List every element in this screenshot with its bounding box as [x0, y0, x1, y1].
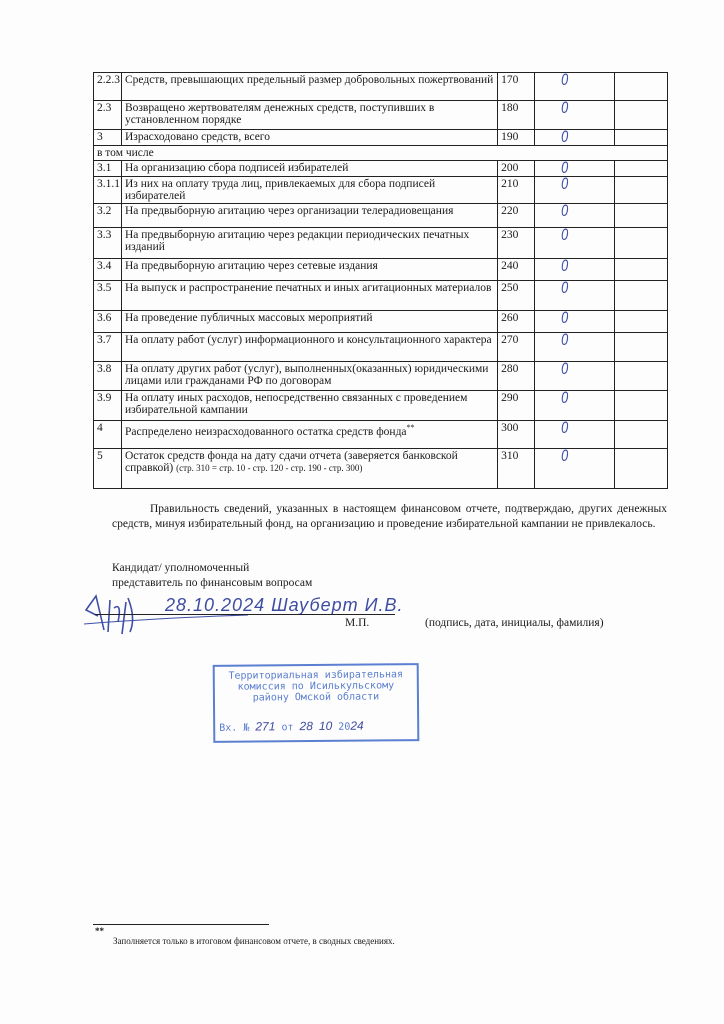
signature-date-name: 28.10.2024 Шауберт И.В. — [165, 595, 404, 615]
signer-role-line2: представитель по финансовым вопросам — [112, 577, 313, 589]
table-row: 5 Остаток средств фонда на дату сдачи отчета (заверяется банковской справкой) (стр. 310 = стр. 10 - стр. 120 - стр. 190 - стр. 300) 310 0 — [94, 449, 668, 489]
footnote-divider — [93, 924, 269, 925]
registration-stamp: Территориальная избирательная комиссия по Исилькульскому району Омской области Вх. № 271 от 28 10 2024 — [213, 663, 420, 743]
signer-role-line1: Кандидат/ уполномоченный — [112, 562, 250, 574]
signer-block — [112, 561, 312, 591]
footnote-text: Заполняется только в итоговом финансовом отчете, в сводных сведениях. — [113, 936, 395, 946]
table-row: 3.3 На предвыборную агитацию через редакции периодических печатных изданий 230 0 — [94, 228, 668, 259]
handwritten-value: 0 — [561, 201, 569, 220]
handwritten-value: 0 — [561, 278, 569, 297]
stamp-registration-line: Вх. № 271 от 28 10 2024 — [219, 718, 364, 734]
table-row: 3.5 На выпуск и распространение печатных и иных агитационных материалов 250 0 — [94, 281, 668, 311]
table-row: 3 Израсходовано средств, всего 190 0 — [94, 130, 668, 146]
table-row: 3.1 На организацию сбора подписей избирателей 200 0 — [94, 161, 668, 177]
seal-placeholder: М.П. — [345, 617, 370, 629]
handwritten-value: 0 — [561, 127, 569, 146]
table-row: 3.4 На предвыборную агитацию через сетевые издания 240 0 — [94, 259, 668, 281]
handwritten-value: 0 — [561, 174, 569, 193]
handwritten-value: 0 — [561, 98, 569, 117]
table-row: 3.2 На предвыборную агитацию через организации телерадиовещания 220 0 — [94, 204, 668, 228]
table-row: 3.7 На оплату работ (услуг) информационного и консультационного характера 270 0 — [94, 333, 668, 362]
footnote-mark: ** — [95, 926, 104, 936]
signature-legend: (подпись, дата, инициалы, фамилия) — [425, 617, 604, 629]
signature-line — [95, 614, 395, 615]
table-row: 3.1.1 Из них на оплату труда лиц, привлекаемых для сбора подписей избирателей 210 0 — [94, 177, 668, 204]
table-row: 2.2.3 Средств, превышающих предельный размер добровольных пожертвований 170 0 — [94, 73, 668, 101]
table-subheading-row: в том числе — [94, 146, 668, 161]
handwritten-value: 0 — [561, 388, 569, 407]
table-row: 4 Распределено неизрасходованного остатка средств фонда** 300 0 — [94, 421, 668, 449]
handwritten-value: 0 — [561, 256, 569, 275]
handwritten-value: 0 — [561, 330, 569, 349]
handwritten-value: 0 — [561, 359, 569, 378]
table-row: 3.6 На проведение публичных массовых мероприятий 260 0 — [94, 311, 668, 333]
footnote-reference: ** — [406, 423, 415, 432]
row-formula: (стр. 310 = стр. 10 - стр. 120 - стр. 190 - стр. 300) — [176, 463, 363, 473]
handwritten-value: 0 — [561, 418, 569, 437]
confirmation-statement: Правильность сведений, указанных в настоящем финансовом отчете, подтверждаю, других денежных средств, минуя избирательный фонд, на организацию и проведение избирательной кампании не привлекалось. — [112, 503, 667, 530]
financial-report-table — [93, 72, 668, 489]
handwritten-value: 0 — [561, 308, 569, 327]
handwritten-value: 0 — [561, 225, 569, 244]
table-row: 3.8 На оплату других работ (услуг), выполненных(оказанных) юридическими лицами или гражданами РФ по договорам 280 0 — [94, 362, 668, 391]
handwritten-value: 0 — [561, 70, 569, 89]
handwritten-value: 0 — [561, 158, 569, 177]
table-row: 3.9 На оплату иных расходов, непосредственно связанных с проведением избирательной кампании 290 0 — [94, 391, 668, 421]
table-row: 2.3 Возвращено жертвователям денежных средств, поступивших в установленном порядке 180 0 — [94, 101, 668, 130]
handwritten-value: 0 — [561, 446, 569, 465]
